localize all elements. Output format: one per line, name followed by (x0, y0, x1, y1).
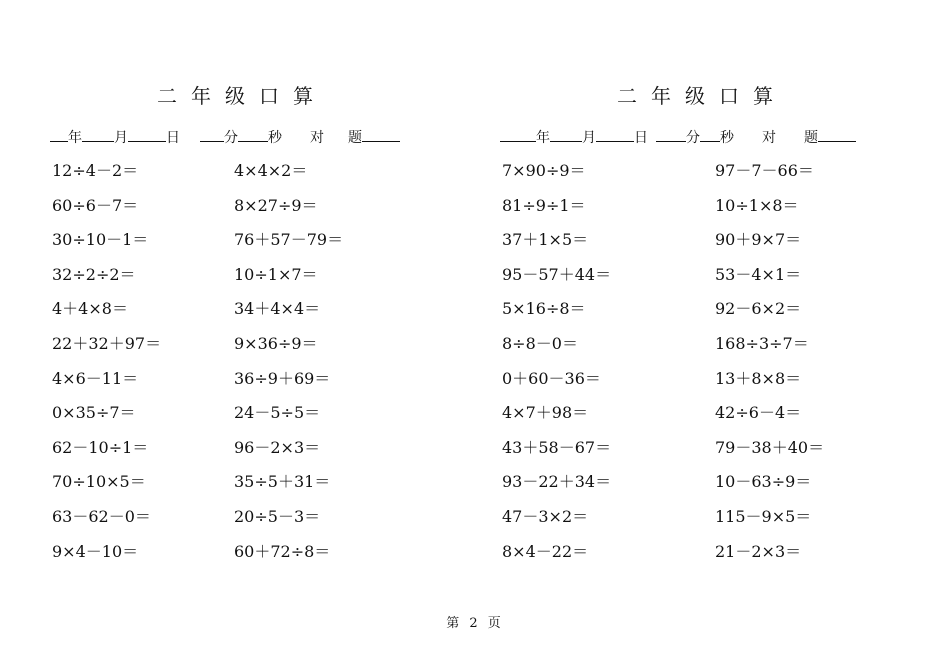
problem: 63－62－0＝ (52, 506, 151, 526)
minute-label: 分 (224, 130, 238, 146)
problem: 8×4－22＝ (502, 541, 589, 561)
problem: 13＋8×8＝ (715, 368, 802, 388)
page-number: 第 2 页 (446, 616, 504, 631)
problem-row (502, 437, 882, 472)
problem: 47－3×2＝ (502, 506, 589, 526)
problem: 95－57＋44＝ (502, 264, 612, 284)
day-label: 日 (634, 130, 648, 146)
problem: 60÷6－7＝ (52, 195, 139, 215)
problem-row (502, 298, 882, 333)
problem: 34＋4×4＝ (234, 299, 321, 319)
problem-row (502, 229, 882, 264)
problem: 9×36÷9＝ (234, 333, 318, 353)
problem: 36÷9＋69＝ (234, 368, 331, 388)
problem: 76＋57－79＝ (234, 230, 344, 250)
problem: 4＋4×8＝ (52, 299, 128, 319)
day-label: 日 (166, 130, 180, 146)
problem: 12÷4－2＝ (52, 161, 139, 180)
problem: 37＋1×5＝ (502, 230, 589, 250)
month-blank[interactable] (550, 127, 582, 142)
problem: 96－2×3＝ (234, 437, 321, 457)
correct-label: 对 (762, 130, 776, 146)
minute-blank[interactable] (200, 127, 224, 142)
problem-row (502, 368, 882, 403)
problem: 0＋60－36＝ (502, 368, 601, 388)
problem: 93－22＋34＝ (502, 472, 612, 492)
info-line (500, 127, 856, 148)
problem: 10÷1×7＝ (234, 264, 318, 284)
problem-list (52, 160, 432, 575)
problem: 62－10÷1＝ (52, 437, 149, 457)
problem: 30÷10－1＝ (52, 230, 149, 250)
problem: 92－6×2＝ (715, 299, 802, 319)
year-label: 年 (536, 130, 550, 146)
problem-row (502, 506, 882, 541)
problem: 79－38＋40＝ (715, 437, 825, 457)
problem-row (52, 195, 432, 230)
problem: 53－4×1＝ (715, 264, 802, 284)
questions-label: 题 (348, 130, 362, 146)
problem: 90＋9×7＝ (715, 230, 802, 250)
problem-row (52, 333, 432, 368)
problem-row (52, 298, 432, 333)
problem: 4×4×2＝ (234, 161, 308, 180)
problem-row (52, 541, 432, 576)
problem: 97－7－66＝ (715, 161, 814, 180)
second-blank[interactable] (238, 127, 268, 142)
problem: 24－5÷5＝ (234, 403, 321, 423)
year-label: 年 (68, 130, 82, 146)
problem: 9×4－10＝ (52, 541, 139, 561)
problem: 8×27÷9＝ (234, 195, 318, 215)
problem: 32÷2÷2＝ (52, 264, 136, 284)
year-blank[interactable] (500, 127, 536, 142)
problem: 8÷8－0＝ (502, 333, 578, 353)
problem: 10÷1×8＝ (715, 195, 799, 215)
problem: 43＋58－67＝ (502, 437, 612, 457)
problem: 168÷3÷7＝ (715, 333, 809, 353)
score-blank[interactable] (362, 127, 400, 142)
problem-row (502, 264, 882, 299)
problem-list (502, 160, 882, 575)
problem: 115－9×5＝ (715, 506, 812, 526)
minute-blank[interactable] (656, 127, 686, 142)
second-label: 秒 (268, 130, 282, 146)
info-line (50, 127, 400, 148)
problem-row (52, 264, 432, 299)
second-label: 秒 (720, 130, 734, 146)
day-blank[interactable] (128, 127, 166, 142)
problem: 5×16÷8＝ (502, 299, 586, 319)
day-blank[interactable] (596, 127, 634, 142)
problem-row (52, 229, 432, 264)
problem: 70÷10×5＝ (52, 472, 146, 492)
problem: 4×6－11＝ (52, 368, 139, 388)
problem: 60＋72÷8＝ (234, 541, 331, 561)
problem: 4×7＋98＝ (502, 403, 589, 423)
problem: 22＋32＋97＝ (52, 333, 162, 353)
correct-label: 对 (310, 130, 324, 146)
problem: 7×90÷9＝ (502, 161, 586, 180)
problem-row (52, 368, 432, 403)
problem-row (502, 333, 882, 368)
problem: 81÷9÷1＝ (502, 195, 586, 215)
problem-row (502, 160, 882, 195)
problem-row (52, 437, 432, 472)
month-blank[interactable] (82, 127, 114, 142)
problem-row (52, 471, 432, 506)
year-blank[interactable] (50, 127, 68, 142)
second-blank[interactable] (700, 127, 720, 142)
problem-row (502, 195, 882, 230)
month-label: 月 (114, 130, 128, 146)
worksheet-title: 二年级口算 (617, 84, 787, 108)
problem-row (52, 160, 432, 195)
problem: 42÷6－4＝ (715, 403, 802, 423)
worksheet-title: 二年级口算 (157, 84, 327, 108)
problem: 0×35÷7＝ (52, 403, 136, 423)
problem: 20÷5－3＝ (234, 506, 321, 526)
problem-row (502, 402, 882, 437)
questions-label: 题 (804, 130, 818, 146)
problem-row (52, 402, 432, 437)
problem: 21－2×3＝ (715, 541, 802, 561)
problem-row (502, 471, 882, 506)
problem-row (502, 541, 882, 576)
problem: 10－63÷9＝ (715, 472, 812, 492)
month-label: 月 (582, 130, 596, 146)
problem: 35÷5＋31＝ (234, 472, 331, 492)
score-blank[interactable] (818, 127, 856, 142)
problem-row (52, 506, 432, 541)
minute-label: 分 (686, 130, 700, 146)
